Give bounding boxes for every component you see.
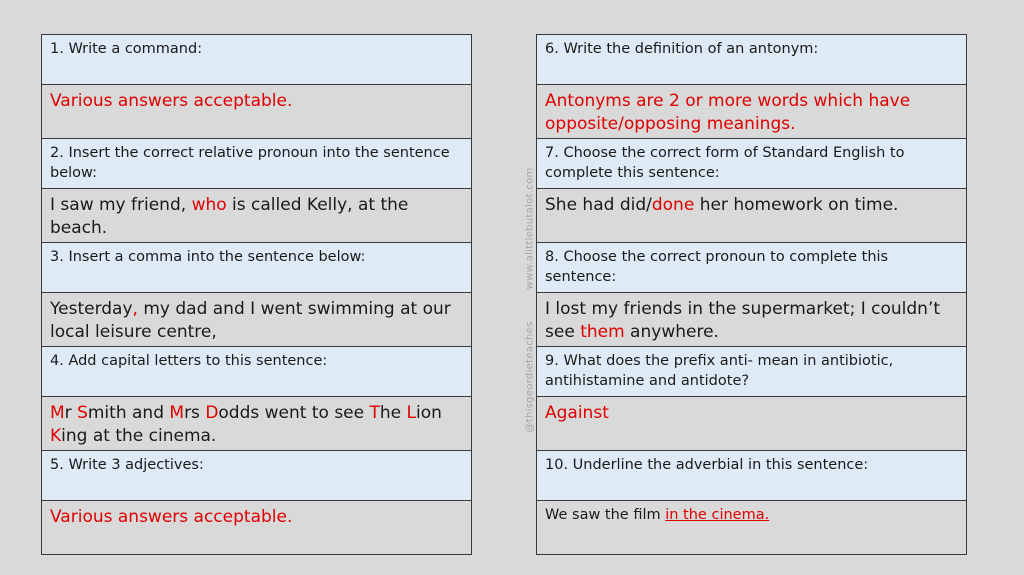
answer-text: her homework on time. xyxy=(694,195,899,215)
answer-text: them xyxy=(580,322,625,342)
answer-7 xyxy=(537,189,966,243)
answer-text: ing at the cinema. xyxy=(61,426,217,446)
answer-text: anywhere. xyxy=(624,322,719,342)
answer-text: , xyxy=(132,299,138,319)
answer-text: Yesterday xyxy=(50,299,133,319)
answer-6 xyxy=(537,85,966,139)
answer-text: S xyxy=(77,403,88,423)
question-7: 7. Choose the correct form of Standard English to complete this sentence: xyxy=(537,139,966,189)
answer-text: odds went to see xyxy=(218,403,370,423)
answer-text: D xyxy=(205,403,219,423)
answer-text: is called Kelly, at the beach. xyxy=(50,195,409,238)
answer-4 xyxy=(42,397,471,451)
answer-text: We saw the film xyxy=(545,507,666,523)
answer-text: mith and xyxy=(87,403,170,423)
answer-text: I saw my friend, xyxy=(50,195,192,215)
question-9: 9. What does the prefix anti- mean in antibiotic, antihistamine and antidote? xyxy=(537,347,966,397)
answer-5 xyxy=(42,501,471,555)
answer-text: done xyxy=(651,195,695,215)
watermark-handle: @thisgeordieteaches xyxy=(524,321,536,433)
answer-text: K xyxy=(50,426,62,446)
left-column xyxy=(41,34,472,555)
answer-2 xyxy=(42,189,471,243)
answer-1 xyxy=(42,85,471,139)
question-3: 3. Insert a comma into the sentence below: xyxy=(42,243,471,293)
answer-text: r xyxy=(64,403,78,423)
answer-text: ion xyxy=(416,403,442,423)
answer-10 xyxy=(537,501,966,555)
answer-text: my dad and I went swimming at our local leisure centre, xyxy=(50,299,451,342)
question-6: 6. Write the definition of an antonym: xyxy=(537,35,966,85)
answer-text: who xyxy=(191,195,227,215)
answer-text: She had did/ xyxy=(545,195,652,215)
answer-text: Antonyms are 2 or more words which have opposite/opposing meanings. xyxy=(545,91,911,134)
question-5: 5. Write 3 adjectives: xyxy=(42,451,471,501)
answer-text: he xyxy=(379,403,407,423)
answer-text: I lost my friends in the supermarket; I couldn’t see xyxy=(545,299,941,342)
answer-text: M xyxy=(169,403,185,423)
question-4: 4. Add capital letters to this sentence: xyxy=(42,347,471,397)
answer-3 xyxy=(42,293,471,347)
answer-text: rs xyxy=(184,403,206,423)
answer-text: Various answers acceptable. xyxy=(50,507,293,527)
answer-text: Against xyxy=(545,403,609,423)
question-10: 10. Underline the adverbial in this sentence: xyxy=(537,451,966,501)
watermark xyxy=(525,167,536,432)
watermark-url: www.alittlebutalot.com xyxy=(524,167,536,290)
answer-8 xyxy=(537,293,966,347)
answer-text: M xyxy=(50,403,65,423)
answer-9 xyxy=(537,397,966,451)
question-2: 2. Insert the correct relative pronoun into the sentence below: xyxy=(42,139,471,189)
answer-text: Various answers acceptable. xyxy=(50,91,293,111)
answer-text: in the cinema. xyxy=(665,507,770,523)
answer-text: L xyxy=(406,403,417,423)
answer-text: T xyxy=(369,403,380,423)
question-1: 1. Write a command: xyxy=(42,35,471,85)
right-column xyxy=(536,34,967,555)
question-8: 8. Choose the correct pronoun to complete this sentence: xyxy=(537,243,966,293)
